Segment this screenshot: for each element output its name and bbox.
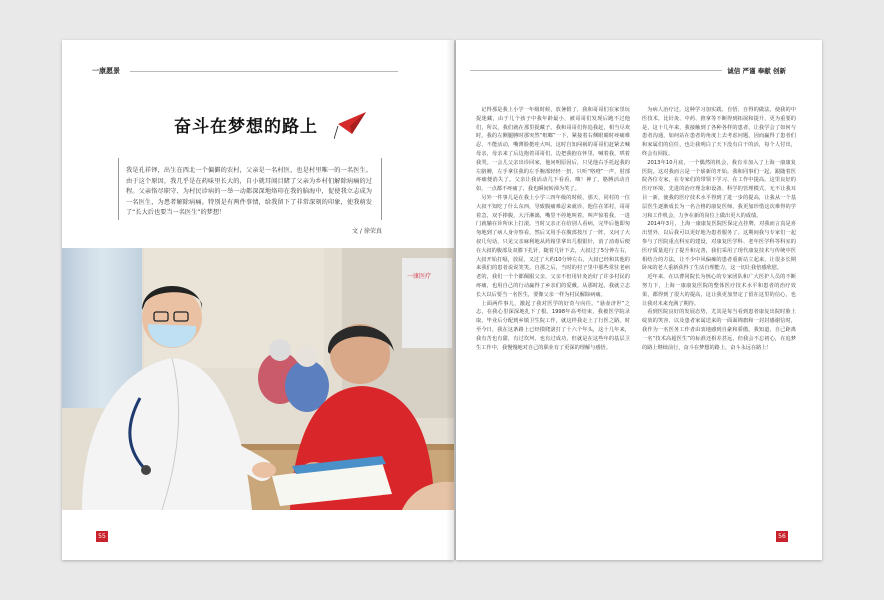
page-number-right: 56 — [776, 531, 788, 542]
paragraph: 另外一件事儿是在我上小学三四年级的时候，那天，同村的一位大叔不知吃了什么东西，导致腹痛难忍来就诊，他住在邻村，哥哥着急，双手捧腹，大汗淋漓，嘴里不停地叫着。叫声惊着我，一进门就躺在诊所床上打滚。当时父亲正在给别人看病，完毕后他即匆匆地到了病人身旁察看，然后又用手在腹部按压了一阵，又问了大叔几句话，只见父亲麻利地从药箱里拿出几根银针，消了消毒后便在大叔的腹部及双膝下扎针，随着几针下去，大叔过了5分钟左右，大叔开始打嗝，放屁，又过了大约10分钟左右，大叔已经和其他的来我们的患者说说笑笑。自那之后，当时的村子里中那些常驻老病老的，我们一个个都佩服父亲，父亲不但用针灸治好了许多村民的疼痛，也用自己的行动赢得了乡亲们的爱戴。从那时起，我就立志长大以后要当一名医生，要像父亲一样为村民解除病痛。 — [476, 194, 630, 298]
column-2 — [642, 106, 796, 536]
header-rule — [130, 71, 398, 72]
section-label: 一康愿景 — [92, 67, 120, 75]
paper-plane-icon — [334, 110, 368, 140]
article-columns — [476, 106, 796, 536]
intro-paragraph: 我是孔祥铎，出生在西北一个偏僻的农村，父亲是一名村医，也是村里唯一的一名医生。由于这个原因，我几乎是在药味里长大的，自小就耳闻目睹了父亲为乡村们解除病痛的过程。父亲恪尽职守、为村民诊病的一举一动都深深地烙印在我的脑海中，促使我立志成为一名医生，为患者解除病痛。特别是有两件事情，给我留下了非常深刻的印象，使我萌发了“长大后也要当一名医生”的梦想！ — [126, 167, 372, 216]
paragraph: 看到医院良好的发展态势，尤其是每当看到患者康复出院时脸上绽放的笑容，以及患者家属送来的一面面锦旗和一封封感谢信时，我作为一名医务工作者由衷地感到自豪和骄傲。我知道，自己距离一名“技术高超医生”的标准还相差甚远，但我会不忘初心，在追梦的路上继续前行，奋斗在梦想的路上，奋斗永远在路上！ — [642, 309, 796, 351]
paragraph: 记得那是我上小学一年级时候，放暑假了，我和哥哥们在家里玩捉迷藏，由于几个孩子中我年龄最小，被哥哥们发现后跑不过他们，所以，我们就在那里捉藏子。我和哥哥们你追我赶，相当尽欢时，我的左侧腿膊时那突然“哐啷”一下，紧接着右侧眼睛时疼痛难忍，不能活动，嘴薄脸挺哇大叫。这时自知闯祸的哥哥们赶紧去喊母亲，母亲来了后边抱着哥哥们，边把我抱在怀里，喊着我，哄着我哭。一会儿父亲出诊回家，他问明原因后，只见他右手托起我的左胳膊，左手拿住我的左手腕部轻轻一扭，只听“咯噔”一声，肘部疼痛便消失了。父亲让我活动几下看看，嗨！神了，胳膊活动自如，一点都不疼痛了，我也瞬间转涕为笑了。 — [476, 107, 630, 193]
paragraph: 近年来，在以曹同院长为核心的专家团队和广大医护人员的不断努力下，上海一康康复医院的整体医疗技术水平和患者的治疗效果，都得到了很大的提高，这让我更加坚定了留在这里的信心，也让我对未来充满了期待。 — [642, 274, 796, 307]
column-1 — [476, 106, 630, 536]
paragraph: 为病人治疗过，这种学习加实践、自悟、自得的做法，使我的中医技术，比针灸、中药、推拿等不断得到拓展和提升，更为重要的是，这十几年来，我接触到了各种各样的患者，让我学会了如何与患者沟通，如何站在患者的角度上去考虑问题，因而赢得了患者们和家属们的信任，也让我明白了天下没有白干的活，每个人付出，终会有回报。 — [642, 107, 796, 157]
poster-text: 一康医疗 — [407, 273, 432, 280]
byline: 文 / 徐荣真 — [352, 228, 382, 235]
photo-illustration — [62, 248, 454, 510]
header-slogan: 诚信 严谨 奉献 创新 — [727, 67, 786, 75]
header-rule-right — [470, 70, 722, 71]
paragraph: 上面两件事儿，激起了我对医学的好奇与向往。“悬壶济世”之志，在我心里深深地扎下了根。1998年高考结束，我被医学院录取，毕业后分配到乡镇卫生院工作，就这样我走上了行医之路。时至今日，我在这条路上已经摸爬滚打了十六个年头，这十几年来，我有苦也有甜，有过坎坷，也有过成功，但就是在这些年的基层卫生工作中，我慢慢地对自己的职业有了更深的理解与感悟。 — [476, 300, 630, 351]
paragraph: 2014年3月，上海一康康复医院医保定点挂牌，对我而言真是喜出望外，以后我可以更好地为患者服务了。这期间我与专家们一起参与了医院重点科室的建设，对康复医学科、老年医学科等科室的医疗质量进行了提升和完善，我们采用了现代康复技术与传统中医相结合的方法，让不少中风偏瘫的患者重新站立起来，让很多长期卧床的老人重新获得了生活自理能力，这一切让我倍感欣慰。 — [642, 221, 796, 272]
left-page — [62, 40, 454, 560]
right-page — [456, 40, 822, 560]
paragraph: 2013年10月底，一个偶然的机会，我有幸加入了上海一康康复医院，这对我而言是一个崭新的开始。我和同事们一起，跟随着医院各位专家，在专家们的带领下学习、在工作中提高。这里良好的医疗环境、先进的治疗理念和设备、科学的管理模式，无不让我耳目一新，使我的医疗技术水平得到了进一步的提高，让我从一个基层医生逐渐成长为一名合格的康复医师。我更加珍惜这次难得的学习和工作机会，力争在新的岗位上做出更大的成绩。 — [642, 159, 796, 219]
page-number-left: 55 — [96, 531, 108, 542]
article-photo — [62, 248, 454, 510]
article-title: 奋斗在梦想的路上 — [174, 117, 318, 137]
